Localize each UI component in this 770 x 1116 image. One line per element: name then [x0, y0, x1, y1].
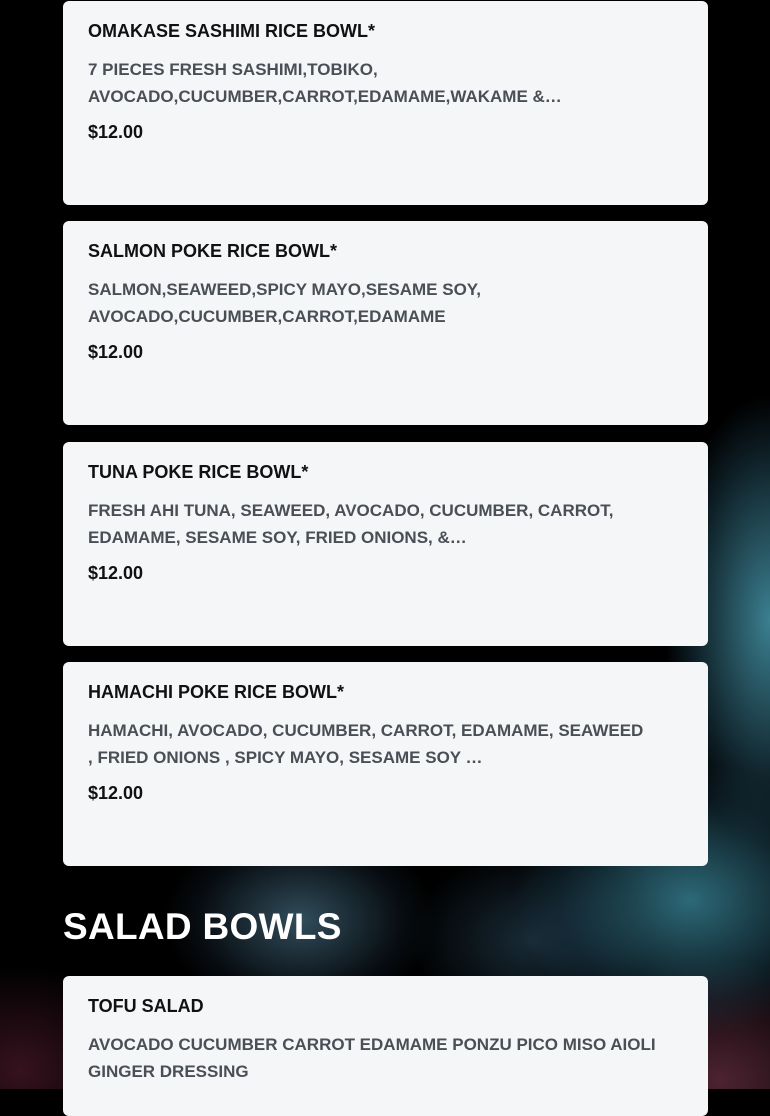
menu-item-name: TUNA POKE RICE BOWL* — [88, 462, 309, 482]
menu-item-card[interactable] — [63, 1, 708, 205]
menu-item-description: AVOCADO CUCUMBER CARROT EDAMAME PONZU PICO MISO AIOLI GINGER DRESSING — [88, 1035, 656, 1081]
menu-item-name: TOFU SALAD — [88, 996, 204, 1016]
menu-item-description: HAMACHI, AVOCADO, CUCUMBER, CARROT, EDAMAME, SEAWEED , FRIED ONIONS , SPICY MAYO, SESAME SOY … — [88, 721, 644, 767]
menu-item-price: $12.00 — [88, 342, 144, 362]
menu-item-price: $12.00 — [88, 563, 144, 583]
menu-item-name: OMAKASE SASHIMI RICE BOWL* — [88, 21, 376, 41]
menu-item-description: 7 PIECES FRESH SASHIMI,TOBIKO, AVOCADO,CUCUMBER,CARROT,EDAMAME,WAKAME &… — [88, 60, 562, 106]
menu-item-description: SALMON,SEAWEED,SPICY MAYO,SESAME SOY, AVOCADO,CUCUMBER,CARROT,EDAMAME — [88, 280, 481, 326]
menu-item-name: SALMON POKE RICE BOWL* — [88, 241, 338, 261]
menu-item-price: $12.00 — [88, 783, 144, 803]
menu-item-name: HAMACHI POKE RICE BOWL* — [88, 682, 344, 702]
menu-item-price: $12.00 — [88, 122, 144, 142]
menu-item-card[interactable] — [63, 662, 708, 866]
section-title-salad-bowls: SALAD BOWLS — [63, 906, 342, 947]
menu-item-card[interactable] — [63, 442, 708, 646]
menu-item-card[interactable] — [63, 221, 708, 425]
menu-item-card[interactable] — [63, 976, 708, 1116]
menu-item-description: FRESH AHI TUNA, SEAWEED, AVOCADO, CUCUMBER, CARROT, EDAMAME, SESAME SOY, FRIED ONIONS, &… — [88, 501, 614, 547]
